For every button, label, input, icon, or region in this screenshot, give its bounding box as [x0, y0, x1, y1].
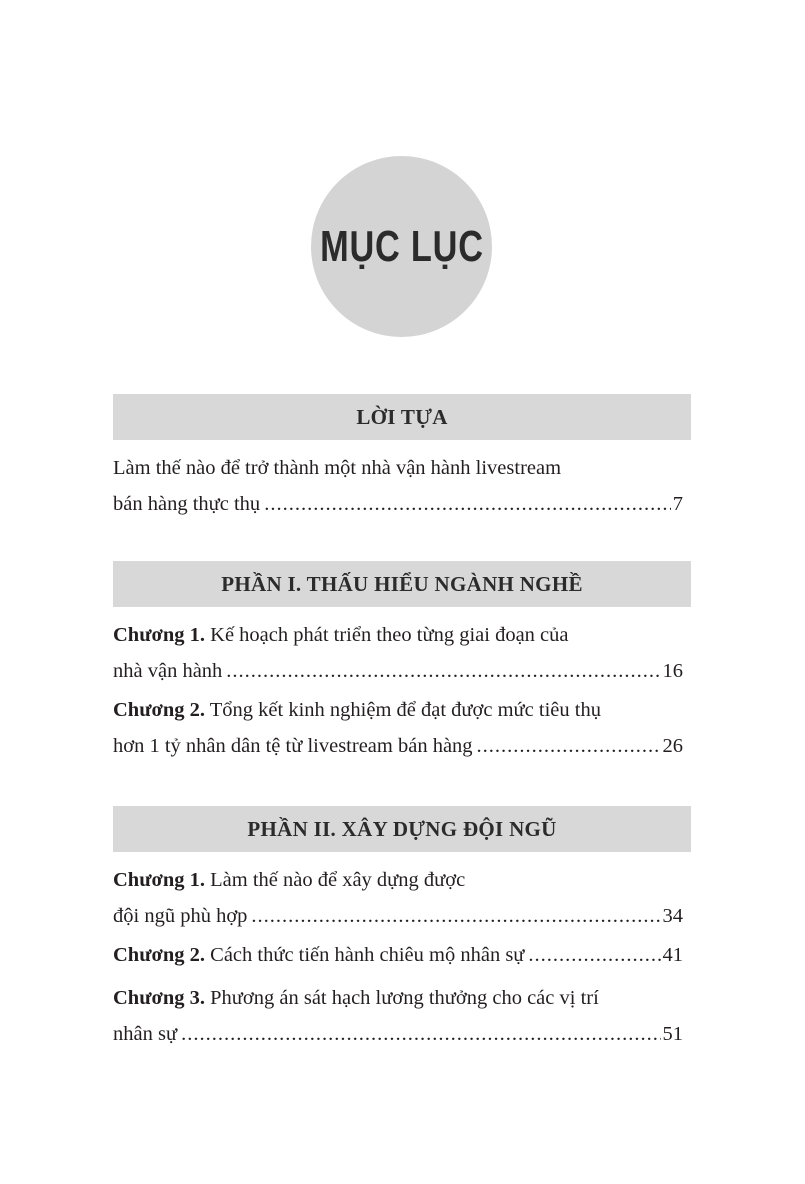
entry-last-line	[113, 653, 683, 689]
page-title: MỤC LỤC	[319, 221, 484, 271]
chapter-label: Chương 1.	[113, 869, 206, 891]
toc-entry-part2-chapter1[interactable]	[113, 862, 683, 934]
chapter-label: Chương 3.	[113, 987, 206, 1009]
leader-dots	[181, 1016, 660, 1052]
leader-dots	[251, 898, 660, 934]
toc-entry-part2-chapter3[interactable]	[113, 980, 683, 1052]
section-header-preface: LỜI TỰA	[113, 394, 691, 440]
entry-line1	[113, 980, 683, 1016]
entry-line2: nhân sự	[113, 1023, 178, 1045]
leader-dots	[226, 653, 660, 689]
chapter-label: Chương 2.	[113, 944, 206, 966]
toc-entry-preface[interactable]	[113, 450, 683, 522]
entry-last-line	[113, 486, 683, 522]
page-number: 41	[662, 944, 683, 966]
entry-title: Tổng kết kinh nghiệm để đạt được mức tiêu thụ	[209, 699, 601, 721]
leader-dots	[477, 728, 661, 764]
entry-last-line	[113, 728, 683, 764]
section-header-part-1: PHẦN I. THẤU HIỂU NGÀNH NGHỀ	[113, 561, 691, 607]
chapter-label: Chương 1.	[113, 624, 206, 646]
leader-dots	[528, 937, 660, 973]
entry-title: Kế hoạch phát triển theo từng giai đoạn của	[210, 624, 569, 646]
entry-title: Phương án sát hạch lương thưởng cho các vị trí	[210, 987, 599, 1009]
page-number: 34	[662, 905, 683, 927]
page-number: 7	[672, 493, 683, 515]
entry-line1	[113, 617, 683, 653]
entry-line1: Làm thế nào để trở thành một nhà vận hành livestream	[113, 457, 562, 479]
section-header-part-2: PHẦN II. XÂY DỰNG ĐỘI NGŨ	[113, 806, 691, 852]
entry-line1	[113, 692, 683, 728]
page-number: 26	[662, 735, 683, 757]
toc-entry-part1-chapter1[interactable]	[113, 617, 683, 689]
entry-line2: hơn 1 tỷ nhân dân tệ từ livestream bán hàng	[113, 735, 473, 757]
toc-entry-part1-chapter2[interactable]	[113, 692, 683, 764]
entry-line1	[113, 937, 524, 973]
page-number: 51	[662, 1023, 683, 1045]
entry-title: Làm thế nào để xây dựng được	[210, 869, 466, 891]
leader-dots	[264, 486, 671, 522]
entry-line2: bán hàng thực thụ	[113, 493, 261, 515]
entry-last-line	[113, 937, 683, 973]
toc-entry-part2-chapter2[interactable]	[113, 937, 683, 973]
entry-line1	[113, 862, 683, 898]
chapter-label: Chương 2.	[113, 699, 206, 721]
entry-title: Cách thức tiến hành chiêu mộ nhân sự	[210, 944, 525, 966]
page-number: 16	[662, 660, 683, 682]
entry-line2: đội ngũ phù hợp	[113, 905, 248, 927]
entry-last-line	[113, 1016, 683, 1052]
entry-last-line	[113, 898, 683, 934]
title-circle	[311, 156, 492, 337]
entry-line2: nhà vận hành	[113, 660, 223, 682]
